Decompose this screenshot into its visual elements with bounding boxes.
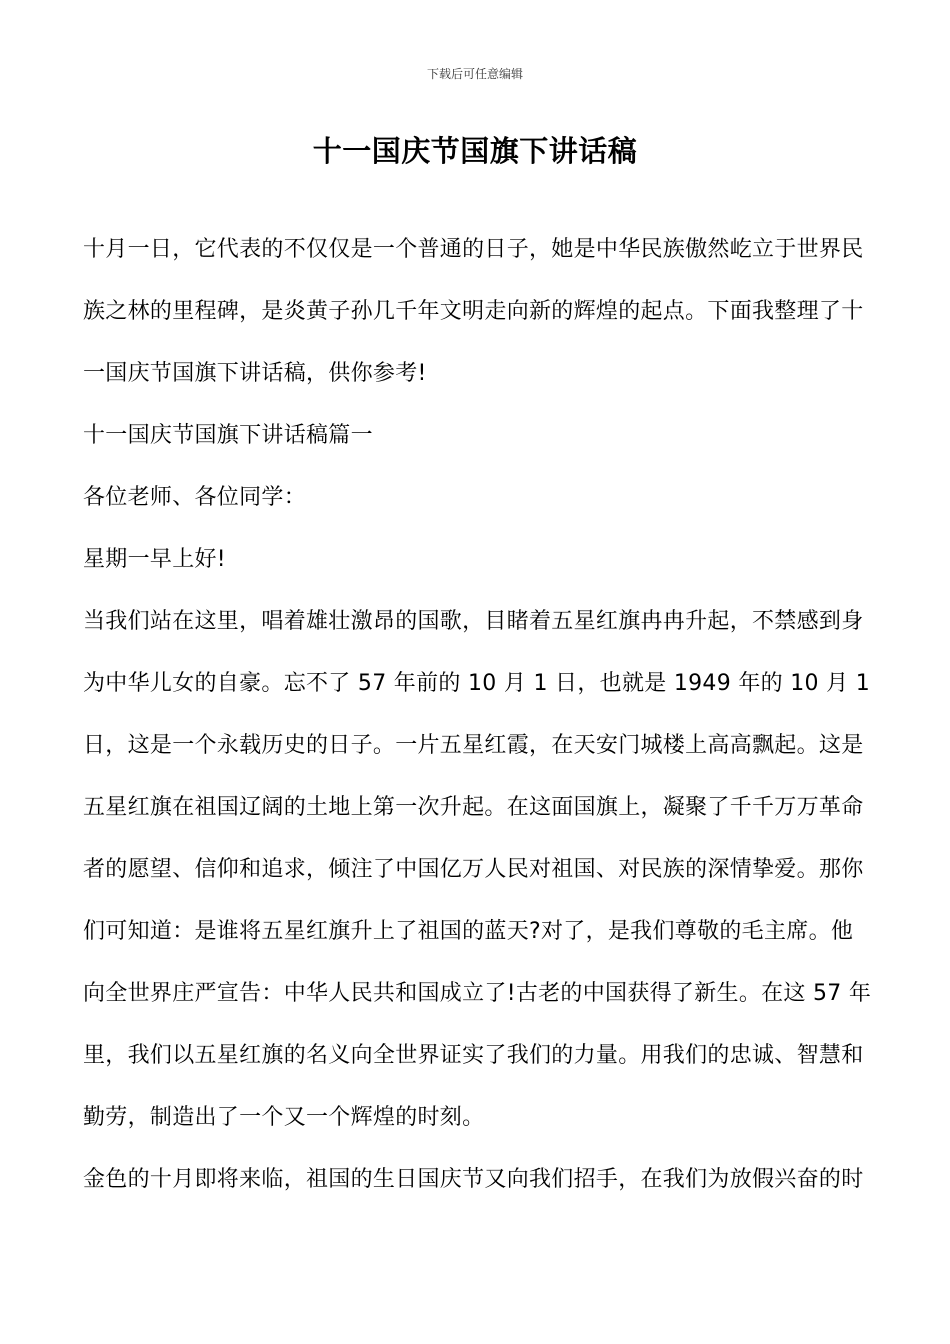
paragraph-intro: 十月一日，它代表的不仅仅是一个普通的日子，她是中华民族傲然屹立于世界民族之林的里程碑，是炎黄子孙几千年文明走向新的辉煌的起点。下面我整理了十一国庆节国旗下讲话稿，供你参考!	[83, 237, 864, 386]
header-note: 下载后可任意编辑	[426, 67, 523, 81]
paragraph-october: 金色的十月即将来临，祖国的生日国庆节又向我们招手，在我们为放假兴奋的时	[83, 1167, 864, 1192]
document-body	[83, 219, 873, 1211]
paragraph-section-heading: 十一国庆节国旗下讲话稿篇一	[83, 423, 373, 448]
document-title: 十一国庆节国旗下讲话稿	[312, 134, 638, 168]
paragraph-greeting: 各位老师、各位同学：	[83, 485, 307, 510]
paragraph-main: 当我们站在这里，唱着雄壮激昂的国歌，目睹着五星红旗冉冉升起，不禁感到身为中华儿女的自豪。忘不了 57 年前的 10 月 1 日，也就是 1949 年的 10 月 1 日，这是一个永载历史的日子。一片五星红霞，在天安门城楼上高高飘起。这是五星红旗在祖国辽阔的土地上第一次升起。在这面国旗上，凝聚了千千万万革命者的愿望、信仰和追求，倾注了中国亿万人民对祖国、对民族的深情挚爱。那你们可知道：是谁将五星红旗升上了祖国的蓝天?对了，是我们尊敬的毛主席。他向全世界庄严宣告：中华人民共和国成立了!古老的中国获得了新生。在这 57 年里，我们以五星红旗的名义向全世界证实了我们的力量。用我们的忠诚、智慧和勤劳，制造出了一个又一个辉煌的时刻。	[83, 609, 872, 1130]
paragraph-morning: 星期一早上好!	[83, 547, 226, 572]
